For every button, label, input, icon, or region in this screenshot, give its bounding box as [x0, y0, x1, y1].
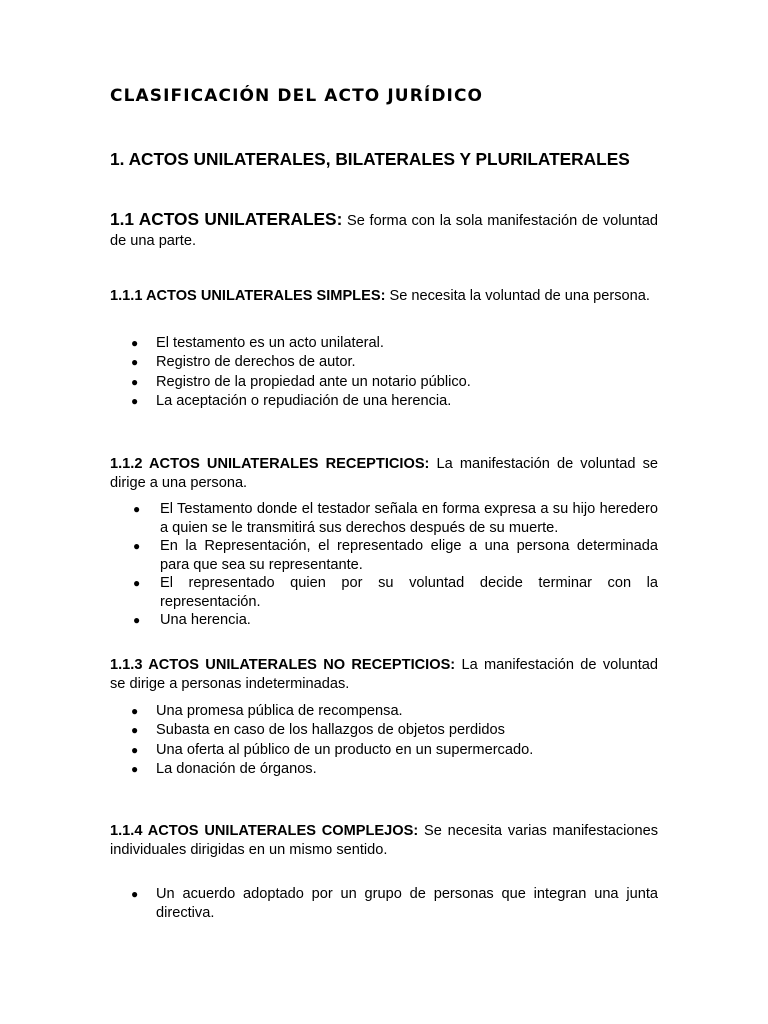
- list-item: [131, 721, 656, 740]
- bullet-icon: ●: [131, 887, 139, 901]
- list-item: [133, 537, 658, 574]
- list-item-text: La aceptación o repudiación de una herencia.: [156, 393, 452, 410]
- document-title: CLASIFICACIÓN DEL ACTO JURÍDICO: [110, 86, 484, 106]
- bullet-icon: ●: [133, 576, 141, 590]
- list-item: [131, 702, 656, 721]
- list-item-text: Un acuerdo adoptado por un grupo de personas que integran una junta directiva.: [156, 886, 658, 921]
- paragraph-1-1-4: [110, 822, 658, 859]
- bullet-icon: ●: [131, 723, 139, 738]
- bullet-icon: ●: [133, 502, 141, 516]
- bullet-icon: ●: [131, 742, 139, 757]
- paragraph-1-1-2: [110, 455, 658, 492]
- paragraph-1-1-1: [110, 287, 658, 306]
- list-item: [133, 611, 658, 630]
- bullet-icon: ●: [131, 336, 139, 350]
- list-item-text: Subasta en caso de los hallazgos de objetos perdidos: [156, 722, 505, 739]
- list-item-text: La donación de órganos.: [156, 761, 317, 778]
- bullet-list-1-1-1: [131, 334, 656, 412]
- bullet-icon: ●: [131, 355, 139, 370]
- list-item: [131, 392, 656, 411]
- list-item: [133, 500, 658, 537]
- bullet-icon: ●: [133, 539, 141, 553]
- list-item: [131, 885, 658, 922]
- paragraph-text: Se necesita varias manifestaciones individuales dirigidas en un mismo sentido.: [110, 823, 659, 858]
- list-item-text: Registro de la propiedad ante un notario público.: [156, 373, 471, 390]
- bullet-icon: ●: [131, 374, 139, 389]
- bullet-icon: ●: [133, 613, 141, 627]
- paragraph-text: Se necesita la voluntad de una persona.: [385, 288, 650, 304]
- paragraph-heading: 1.1 ACTOS UNILATERALES:: [110, 209, 343, 229]
- paragraph-text: La manifestación de voluntad se dirige a una persona.: [110, 456, 658, 491]
- paragraph-heading: 1.1.4 ACTOS UNILATERALES COMPLEJOS:: [110, 823, 419, 839]
- list-item-text: Una herencia.: [160, 612, 251, 628]
- list-item-text: En la Representación, el representado elige a una persona determinada para que sea su representante.: [160, 538, 658, 573]
- bullet-list-1-1-2: [133, 500, 658, 630]
- paragraph-1-1-3: [110, 656, 658, 693]
- list-item-text: Una promesa pública de recompensa.: [156, 703, 403, 719]
- paragraph-heading: 1.1.2 ACTOS UNILATERALES RECEPTICIOS:: [110, 456, 430, 472]
- paragraph-1-1: [110, 210, 658, 251]
- bullet-icon: ●: [131, 704, 139, 718]
- list-item: [131, 741, 656, 760]
- paragraph-text: La manifestación de voluntad se dirige a personas indeterminadas.: [110, 657, 658, 692]
- list-item-text: El representado quien por su voluntad decide terminar con la representación.: [160, 575, 658, 610]
- list-item-text: El Testamento donde el testador señala en forma expresa a su hijo heredero a quien se le transmitirá sus derechos después de su muerte.: [160, 501, 658, 536]
- bullet-icon: ●: [131, 394, 139, 409]
- paragraph-heading: 1.1.3 ACTOS UNILATERALES NO RECEPTICIOS:: [110, 657, 456, 673]
- bullet-icon: ●: [131, 762, 139, 777]
- list-item: [131, 760, 656, 779]
- list-item: [131, 334, 656, 353]
- list-item: [131, 353, 656, 372]
- section-heading: 1. ACTOS UNILATERALES, BILATERALES Y PLURILATERALES: [110, 149, 630, 169]
- list-item: [131, 373, 656, 392]
- paragraph-heading: 1.1.1 ACTOS UNILATERALES SIMPLES:: [110, 288, 386, 304]
- paragraph-text: Se forma con la sola manifestación de voluntad de una parte.: [110, 213, 659, 249]
- list-item-text: Una oferta al público de un producto en un supermercado.: [156, 741, 534, 758]
- list-item-text: El testamento es un acto unilateral.: [156, 335, 384, 351]
- list-item: [133, 574, 658, 611]
- bullet-list-1-1-3: [131, 702, 656, 780]
- bullet-list-1-1-4: [131, 885, 658, 922]
- list-item-text: Registro de derechos de autor.: [156, 354, 356, 371]
